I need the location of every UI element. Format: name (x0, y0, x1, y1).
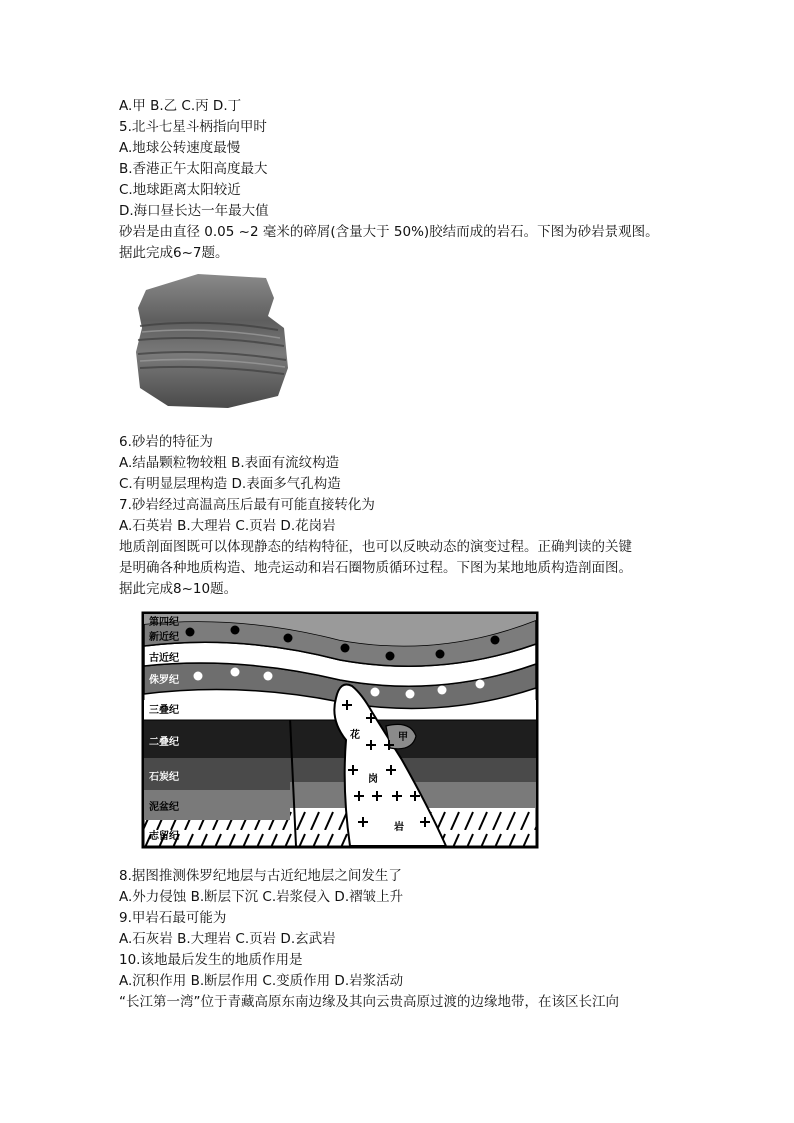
q5-stem: 5.北斗七星斗柄指向甲时 (119, 119, 267, 135)
q9-options: A.石灰岩 B.大理岩 C.页岩 D.玄武岩 (119, 931, 336, 947)
q7-stem: 7.砂岩经过高温高压后最有可能直接转化为 (119, 497, 375, 513)
q5-option-a: A.地球公转速度最慢 (119, 140, 241, 156)
sandstone-photo (128, 268, 298, 416)
geo-intro-line3: 据此完成8~10题。 (119, 581, 238, 597)
q6-options-ab: A.结晶颗粒物较粗 B.表面有流纹构造 (119, 455, 340, 471)
q10-stem: 10.该地最后发生的地质作用是 (119, 952, 303, 968)
label-quaternary: 第四纪 (149, 617, 179, 628)
label-neogene: 新近纪 (149, 632, 179, 643)
geo-intro-line2: 是明确各种地质构造、地壳运动和岩石圈物质循环过程。下图为某地地质构造剖面图。 (119, 560, 632, 576)
label-silurian: 志留纪 (149, 831, 179, 842)
label-permian: 二叠纪 (149, 737, 179, 748)
q5-option-d: D.海口昼长达一年最大值 (119, 203, 269, 219)
q4-options: A.甲 B.乙 C.丙 D.丁 (119, 98, 242, 114)
granite-char-2: 岗 (368, 774, 378, 785)
geo-intro-line1: 地质剖面图既可以体现静态的结构特征，也可以反映动态的演变过程。正确判读的关键 (119, 539, 632, 555)
geologic-cross-section (140, 610, 540, 850)
q6-stem: 6.砂岩的特征为 (119, 434, 213, 450)
q10-options: A.沉积作用 B.断层作用 C.变质作用 D.岩浆活动 (119, 973, 404, 989)
river-intro-line1: “长江第一湾”位于青藏高原东南边缘及其向云贵高原过渡的边缘地带，在该区长江向 (119, 994, 619, 1010)
q5-option-b: B.香港正午太阳高度最大 (119, 161, 268, 177)
q9-stem: 9.甲岩石最可能为 (119, 910, 227, 926)
label-triassic: 三叠纪 (149, 705, 179, 716)
q8-options: A.外力侵蚀 B.断层下沉 C.岩浆侵入 D.褶皱上升 (119, 889, 404, 905)
q8-stem: 8.据图推测侏罗纪地层与古近纪地层之间发生了 (119, 868, 402, 884)
granite-char-3: 岩 (394, 822, 404, 833)
q7-options: A.石英岩 B.大理岩 C.页岩 D.花岗岩 (119, 518, 336, 534)
q5-option-c: C.地球距离太阳较近 (119, 182, 241, 198)
label-paleogene: 古近纪 (149, 653, 179, 664)
label-jurassic: 侏罗纪 (149, 675, 179, 686)
q6-options-cd: C.有明显层理构造 D.表面多气孔构造 (119, 476, 341, 492)
rock-jia-label: 甲 (398, 732, 408, 743)
granite-char-1: 花 (350, 730, 360, 741)
sandstone-intro-line2: 据此完成6~7题。 (119, 245, 229, 261)
label-carboniferous: 石炭纪 (149, 772, 179, 783)
sandstone-intro-line1: 砂岩是由直径 0.05 ~2 毫米的碎屑(含量大于 50%)胶结而成的岩石。下图为砂岩景观图。 (119, 224, 659, 240)
label-devonian: 泥盆纪 (149, 802, 179, 813)
